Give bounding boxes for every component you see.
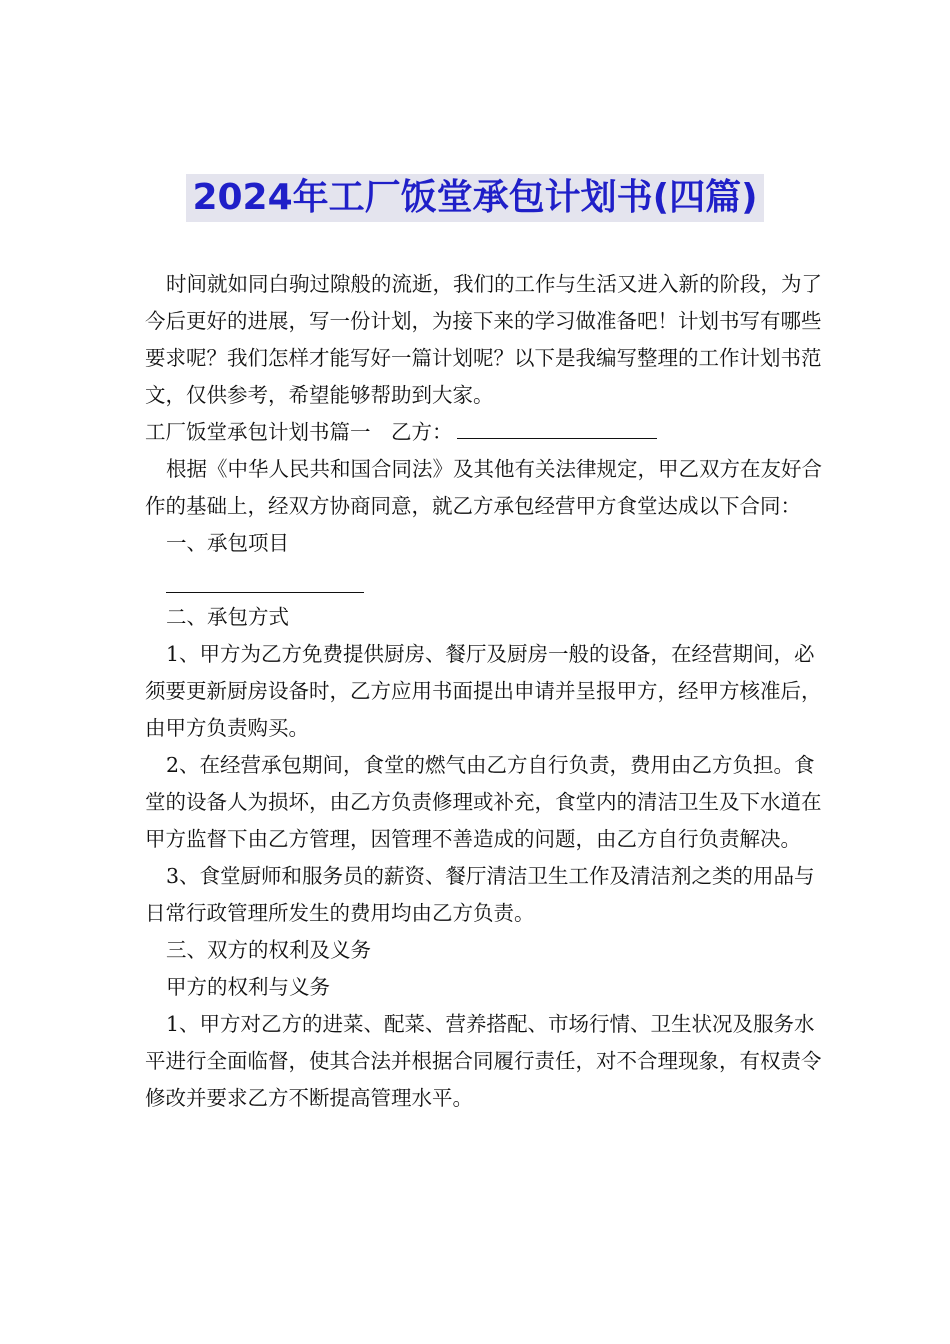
project-blank-line xyxy=(166,592,364,593)
party-a-item-1: 1、甲方对乙方的进菜、配菜、营养搭配、市场行情、卫生状况及服务水平进行全面临督，使其合法并根据合同履行责任，对不合理现象，有权责令修改并要求乙方不断提高管理水平。 xyxy=(145,1012,822,1110)
method-item-1: 1、甲方为乙方免费提供厨房、餐厅及厨房一般的设备，在经营期间，必须要更新厨房设备时，乙方应用书面提出申请并呈报甲方，经甲方核准后，由甲方负责购买。 xyxy=(145,642,822,740)
method-item-2: 2、在经营承包期间，食堂的燃气由乙方自行负责，费用由乙方负担。食堂的设备人为损坏，由乙方负责修理或补充，食堂内的清洁卫生及下水道在甲方监督下由乙方管理，因管理不善造成的问题，由乙方自行负责解决。 xyxy=(145,753,822,851)
party-b-blank xyxy=(457,416,657,439)
method-item-3: 3、食堂厨师和服务员的薪资、餐厅清洁卫生工作及清洁剂之类的用品与日常行政管理所发生的费用均由乙方负责。 xyxy=(145,864,815,925)
section-heading-text: 工厂饭堂承包计划书篇一 乙方： xyxy=(145,420,453,444)
contract-basis-paragraph: 根据《中华人民共和国合同法》及其他有关法律规定，甲乙双方在友好合作的基础上，经双方协商同意，就乙方承包经营甲方食堂达成以下合同： xyxy=(145,457,822,518)
section-heading-one xyxy=(145,414,835,451)
heading-contract-project: 一、承包项目 xyxy=(166,531,289,555)
document-body xyxy=(145,266,835,1117)
subheading-party-a: 甲方的权利与义务 xyxy=(166,975,330,999)
heading-contract-method: 二、承包方式 xyxy=(166,605,289,629)
title-wrap xyxy=(0,174,950,222)
heading-rights-duties: 三、双方的权利及义务 xyxy=(166,938,371,962)
document-title: 2024年工厂饭堂承包计划书(四篇) xyxy=(186,174,763,222)
intro-paragraph: 时间就如同白驹过隙般的流逝，我们的工作与生活又进入新的阶段，为了今后更好的进展，写一份计划，为接下来的学习做准备吧！计划书写有哪些要求呢？我们怎样才能写好一篇计划呢？以下是我编写整理的工作计划书范文，仅供参考，希望能够帮助到大家。 xyxy=(145,272,822,407)
project-blank-row xyxy=(145,562,835,599)
